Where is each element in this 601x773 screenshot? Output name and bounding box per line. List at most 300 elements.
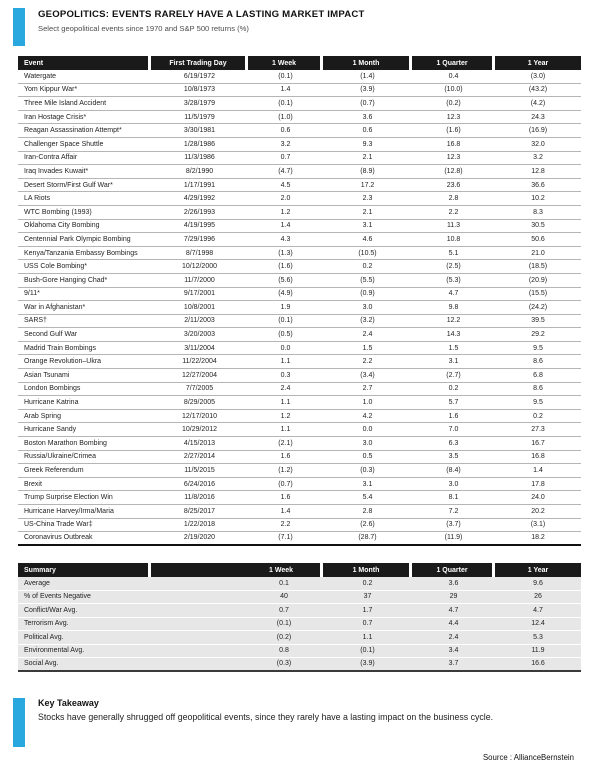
value-cell: 16.7	[531, 439, 545, 447]
value-cell: 4.7	[448, 290, 459, 298]
value-cell: (15.5)	[528, 290, 548, 298]
value-cell: 1.1	[280, 426, 291, 434]
value-cell: 23.6	[446, 181, 461, 189]
value-cell: 1.0	[362, 399, 373, 407]
value-cell: 2/26/1993	[183, 208, 216, 216]
value-cell: 4.6	[362, 235, 373, 243]
table-row	[18, 631, 581, 645]
value-cell: 9.6	[533, 579, 543, 587]
value-cell: 1.1	[280, 399, 291, 407]
value-cell: 7.0	[448, 426, 459, 434]
value-cell: 3.2	[280, 140, 291, 148]
value-cell: (16.9)	[528, 127, 548, 135]
value-cell: 9.5	[533, 344, 543, 352]
value-cell: 1.1	[362, 633, 373, 641]
column-header: Event	[18, 56, 151, 70]
value-cell: (1.2)	[278, 467, 293, 475]
value-cell: (10.0)	[444, 86, 463, 94]
value-cell: 8.1	[448, 494, 459, 502]
value-cell: 0.2	[362, 579, 373, 587]
value-cell: (3.9)	[360, 86, 375, 94]
value-cell: 0.0	[362, 426, 373, 434]
row-label-cell: WTC Bombing (1993)	[24, 208, 92, 216]
column-header: 1 Year	[495, 56, 581, 70]
table-row	[18, 192, 581, 206]
value-cell: 4/19/1995	[183, 222, 216, 230]
value-cell: 7.2	[448, 507, 459, 515]
value-cell: 3.4	[448, 647, 459, 655]
value-cell: 9.3	[362, 140, 373, 148]
value-cell: (11.9)	[444, 534, 463, 542]
row-label-cell: Russia/Ukraine/Crimea	[24, 453, 96, 461]
row-label-cell: LA Riots	[24, 195, 51, 203]
row-label-cell: Hurricane Sandy	[24, 426, 77, 434]
value-cell: 1.4	[280, 222, 291, 230]
value-cell	[151, 591, 323, 604]
value-cell: (2.5)	[446, 263, 461, 271]
row-label-cell: Centennial Park Olympic Bombing	[24, 235, 131, 243]
value-cell: (3.1)	[530, 521, 546, 529]
value-cell: 24.0	[531, 494, 545, 502]
value-cell: 26	[534, 593, 542, 601]
value-cell: 5.1	[448, 249, 459, 257]
value-cell: (0.2)	[446, 99, 461, 107]
value-cell: 2.4	[448, 633, 459, 641]
value-cell: 1.6	[280, 494, 291, 502]
table-row	[18, 618, 581, 632]
row-label-cell: Orange Revolution–Ukra	[24, 358, 102, 366]
column-header: 1 Month	[323, 56, 412, 70]
value-cell: 2/11/2003	[184, 317, 215, 325]
value-cell: 3/30/1981	[183, 127, 216, 135]
value-cell: 11.3	[446, 222, 461, 230]
value-cell: (2.6)	[360, 521, 375, 529]
value-cell: 2.1	[362, 208, 373, 216]
table-row	[18, 604, 581, 618]
table-row	[18, 220, 581, 234]
value-cell: 3.5	[448, 453, 459, 461]
value-cell: 8/25/2017	[183, 507, 216, 515]
value-cell: (1.4)	[360, 72, 375, 80]
row-label-cell: Environmental Avg.	[24, 647, 85, 655]
value-cell: 12.8	[531, 167, 545, 175]
value-cell: 4.3	[280, 235, 291, 243]
value-cell: (1.6)	[446, 127, 461, 135]
merged-cell-content: (0.3)	[276, 660, 292, 668]
value-cell: 4.7	[448, 606, 459, 614]
table-row	[18, 369, 581, 383]
value-cell: 10.8	[446, 235, 461, 243]
row-label-cell: Watergate	[24, 72, 57, 80]
value-cell: 1.2	[280, 412, 291, 420]
events-table	[18, 56, 581, 546]
value-cell: 11.9	[531, 647, 545, 655]
value-cell: 3.1	[362, 480, 373, 488]
value-cell: 3.6	[362, 113, 373, 121]
merged-cell-content: 40	[280, 593, 288, 601]
value-cell: 1.4	[533, 467, 543, 475]
table-row	[18, 97, 581, 111]
value-cell: 4.5	[280, 181, 291, 189]
value-cell: (1.6)	[278, 263, 293, 271]
row-label-cell: Hurricane Harvey/Irma/Maria	[24, 507, 114, 515]
merged-cell-content: (0.2)	[276, 633, 292, 641]
events-table-body	[18, 70, 581, 546]
value-cell: (0.1)	[278, 72, 293, 80]
value-cell: (3.2)	[360, 317, 375, 325]
value-cell: 1/22/2018	[183, 521, 216, 529]
value-cell: (24.2)	[528, 303, 548, 311]
value-cell: 1.5	[362, 344, 373, 352]
value-cell: (28.7)	[358, 534, 377, 542]
table-row	[18, 301, 581, 315]
value-cell: 0.6	[362, 127, 373, 135]
title-accent-bar	[13, 8, 25, 46]
table-row	[18, 233, 581, 247]
row-label-cell: War in Afghanistan*	[24, 303, 86, 311]
value-cell: (8.9)	[360, 167, 375, 175]
row-label-cell: Boston Marathon Bombing	[24, 439, 107, 447]
value-cell: 2.4	[362, 331, 373, 339]
value-cell: (5.3)	[446, 276, 461, 284]
key-takeaway-title: Key Takeaway	[38, 698, 99, 708]
value-cell: (4.9)	[278, 290, 293, 298]
value-cell: 6/24/2016	[183, 480, 216, 488]
value-cell: 2.7	[362, 385, 373, 393]
value-cell: 3/28/1979	[183, 99, 216, 107]
value-cell: 2.2	[448, 208, 459, 216]
value-cell: 1.7	[362, 606, 373, 614]
row-label-cell: Iran Hostage Crisis*	[24, 113, 87, 121]
value-cell: (5.6)	[278, 276, 293, 284]
value-cell	[151, 577, 323, 590]
row-label-cell: Kenya/Tanzania Embassy Bombings	[24, 249, 138, 257]
value-cell: 4.2	[362, 412, 373, 420]
value-cell: 3.0	[362, 303, 373, 311]
table-row	[18, 591, 581, 605]
row-label-cell: Iran-Contra Affair	[24, 154, 78, 162]
value-cell: (1.3)	[278, 249, 293, 257]
value-cell: (0.5)	[278, 331, 293, 339]
value-cell: 1/17/1991	[183, 181, 216, 189]
value-cell: 16.6	[531, 660, 545, 668]
row-label-cell: Terrorism Avg.	[24, 620, 69, 628]
value-cell: 6.3	[448, 439, 459, 447]
value-cell: 32.0	[531, 140, 545, 148]
merged-cell-content: 1 Week	[269, 566, 293, 574]
table-row	[18, 84, 581, 98]
value-cell: 1.5	[448, 344, 459, 352]
row-label-cell: London Bombings	[24, 385, 81, 393]
summary-table	[18, 563, 581, 672]
value-cell: (4.7)	[278, 167, 293, 175]
value-cell: (1.0)	[278, 113, 293, 121]
value-cell: 11/3/1986	[184, 154, 215, 162]
value-cell: (18.5)	[528, 263, 548, 271]
row-label-cell: Greek Referendum	[24, 467, 84, 475]
value-cell: 4/29/1992	[183, 195, 216, 203]
value-cell: 11/22/2004	[182, 358, 217, 366]
table-row	[18, 645, 581, 659]
value-cell: 10.2	[531, 195, 545, 203]
value-cell: (0.1)	[278, 317, 293, 325]
value-cell: 7/29/1996	[183, 235, 216, 243]
value-cell: 0.2	[533, 412, 543, 420]
table-row	[18, 342, 581, 356]
row-label-cell: 9/11*	[24, 290, 40, 298]
value-cell: (0.9)	[360, 290, 375, 298]
table-row	[18, 519, 581, 533]
table-row	[18, 478, 581, 492]
row-label-cell: SARS†	[24, 317, 47, 325]
value-cell	[151, 658, 323, 670]
row-label-cell: Arab Spring	[24, 412, 61, 420]
table-row	[18, 464, 581, 478]
value-cell: 3.2	[533, 154, 543, 162]
value-cell: (12.8)	[444, 167, 463, 175]
value-cell: 24.3	[531, 113, 545, 121]
value-cell: 27.3	[531, 426, 545, 434]
value-cell: 1.9	[280, 303, 291, 311]
row-label-cell: Yom Kippur War*	[24, 86, 78, 94]
row-label-cell: Brexit	[24, 480, 42, 488]
table-row	[18, 423, 581, 437]
value-cell: 8/29/2005	[183, 399, 216, 407]
value-cell: 10/12/2000	[181, 263, 218, 271]
page-title: GEOPOLITICS: EVENTS RARELY HAVE A LASTING MARKET IMPACT	[38, 9, 365, 20]
value-cell	[151, 604, 323, 617]
merged-cell-content: (0.1)	[276, 620, 292, 628]
value-cell: (8.4)	[446, 467, 461, 475]
column-header	[151, 563, 323, 577]
value-cell: 2.2	[280, 521, 291, 529]
page-subtitle: Select geopolitical events since 1970 and S&P 500 returns (%)	[38, 24, 249, 33]
summary-table-body	[18, 577, 581, 672]
row-label-cell: % of Events Negative	[24, 593, 91, 601]
value-cell: 12/17/2010	[181, 412, 218, 420]
table-row	[18, 206, 581, 220]
column-header: 1 Month	[323, 563, 412, 577]
value-cell: 4.4	[448, 620, 459, 628]
row-label-cell: US-China Trade War‡	[24, 521, 93, 529]
value-cell: (4.2)	[530, 99, 546, 107]
value-cell: 2.3	[362, 195, 373, 203]
table-row	[18, 111, 581, 125]
column-header: 1 Year	[495, 563, 581, 577]
table-row	[18, 152, 581, 166]
row-label-cell: Reagan Assassination Attempt*	[24, 127, 122, 135]
value-cell: 3.1	[362, 222, 373, 230]
row-label-cell: USS Cole Bombing*	[24, 263, 88, 271]
value-cell: 12.3	[446, 113, 461, 121]
table-row	[18, 165, 581, 179]
value-cell: 8/7/1998	[185, 249, 214, 257]
value-cell: (0.1)	[360, 647, 375, 655]
table-row	[18, 124, 581, 138]
value-cell: 0.6	[280, 127, 291, 135]
value-cell: 1.6	[448, 412, 459, 420]
value-cell: 37	[363, 593, 372, 601]
value-cell: 3.0	[362, 439, 373, 447]
value-cell: 1.6	[280, 453, 291, 461]
value-cell: 2/19/2020	[183, 534, 216, 542]
table-row	[18, 179, 581, 193]
table-row	[18, 383, 581, 397]
row-label-cell: Political Avg.	[24, 633, 64, 641]
value-cell: 8.6	[533, 385, 543, 393]
table-row	[18, 491, 581, 505]
value-cell: 9.5	[533, 399, 543, 407]
column-header: First Trading Day	[151, 56, 248, 70]
table-row	[18, 274, 581, 288]
value-cell: (2.1)	[278, 439, 293, 447]
row-label-cell: Desert Storm/First Gulf War*	[24, 181, 113, 189]
value-cell: 8.3	[533, 208, 543, 216]
value-cell: 3.1	[448, 358, 459, 366]
row-label-cell: Oklahoma City Bombing	[24, 222, 100, 230]
value-cell: 6.8	[533, 371, 543, 379]
value-cell: 50.6	[531, 235, 545, 243]
table-row	[18, 247, 581, 261]
value-cell: 7/7/2005	[185, 385, 214, 393]
value-cell	[151, 631, 323, 644]
table-row	[18, 658, 581, 672]
value-cell: (3.9)	[360, 660, 375, 668]
merged-cell-content: 0.1	[279, 579, 289, 587]
row-label-cell: Challenger Space Shuttle	[24, 140, 104, 148]
value-cell: (43.2)	[528, 86, 548, 94]
value-cell: (0.7)	[360, 99, 375, 107]
value-cell: 1/28/1986	[183, 140, 216, 148]
value-cell: 1.1	[280, 358, 291, 366]
value-cell: 11/7/2000	[184, 276, 215, 284]
row-label-cell: Average	[24, 579, 50, 587]
value-cell: 0.0	[280, 344, 291, 352]
row-label-cell: Iraq Invades Kuwait*	[24, 167, 89, 175]
value-cell: 0.7	[362, 620, 373, 628]
value-cell: 0.4	[448, 72, 459, 80]
value-cell: 4/15/2013	[183, 439, 216, 447]
value-cell: (2.7)	[446, 371, 461, 379]
row-label-cell: Bush-Gore Hanging Chad*	[24, 276, 108, 284]
value-cell: 18.2	[531, 534, 545, 542]
value-cell: 1.4	[280, 507, 291, 515]
value-cell: (20.9)	[528, 276, 548, 284]
table-row	[18, 260, 581, 274]
table-row	[18, 396, 581, 410]
value-cell: 20.2	[531, 507, 545, 515]
value-cell: (5.5)	[360, 276, 375, 284]
value-cell: 10/8/1973	[183, 86, 216, 94]
column-header: Summary	[18, 563, 151, 577]
value-cell	[151, 645, 323, 658]
value-cell: 0.7	[280, 154, 291, 162]
column-header: 1 Quarter	[412, 56, 495, 70]
row-label-cell: Coronavirus Outbreak	[24, 534, 93, 542]
table-row	[18, 328, 581, 342]
row-label-cell: Trump Surprise Election Win	[24, 494, 113, 502]
value-cell: 5.3	[533, 633, 543, 641]
value-cell: 3.6	[448, 579, 459, 587]
value-cell: 3.7	[448, 660, 459, 668]
row-label-cell: Asian Tsunami	[24, 371, 70, 379]
key-takeaway-accent-bar	[13, 698, 25, 747]
value-cell: 12.4	[531, 620, 545, 628]
source-attribution: Source : AllianceBernstein	[482, 753, 574, 762]
value-cell: 3.0	[448, 480, 459, 488]
value-cell: 29.2	[531, 331, 545, 339]
value-cell	[151, 618, 323, 631]
value-cell: 6/19/1972	[183, 72, 216, 80]
table-row	[18, 437, 581, 451]
value-cell: 4.7	[533, 606, 543, 614]
value-cell: 1.4	[280, 86, 291, 94]
value-cell: 16.8	[446, 140, 461, 148]
table-row	[18, 315, 581, 329]
column-header: 1 Week	[248, 56, 323, 70]
summary-table-header-row	[18, 563, 581, 577]
value-cell: 29	[449, 593, 458, 601]
value-cell: 5.7	[448, 399, 459, 407]
value-cell: 36.6	[531, 181, 545, 189]
row-label-cell: Second Gulf War	[24, 331, 78, 339]
merged-cell-content: 0.7	[279, 606, 289, 614]
value-cell: 39.5	[531, 317, 545, 325]
value-cell: 9.8	[448, 303, 459, 311]
table-row	[18, 288, 581, 302]
table-row	[18, 505, 581, 519]
value-cell: 30.5	[531, 222, 545, 230]
value-cell: (3.0)	[530, 72, 546, 80]
value-cell: 2.8	[362, 507, 373, 515]
value-cell: 0.5	[362, 453, 373, 461]
value-cell: 0.2	[448, 385, 459, 393]
value-cell: 11/5/2015	[184, 467, 215, 475]
value-cell: 17.2	[360, 181, 375, 189]
row-label-cell: Three Mile Island Accident	[24, 99, 107, 107]
value-cell: 3/11/2004	[184, 344, 215, 352]
row-label-cell: Conflict/War Avg.	[24, 606, 78, 614]
table-row	[18, 355, 581, 369]
merged-cell-content: 0.8	[279, 647, 289, 655]
value-cell: 0.2	[362, 263, 373, 271]
value-cell: 9/17/2001	[183, 290, 216, 298]
key-takeaway-text: Stocks have generally shrugged off geopolitical events, since they rarely have a lasting impact on the business cycle.	[38, 712, 494, 722]
value-cell: 12/27/2004	[181, 371, 218, 379]
value-cell: 2.4	[280, 385, 291, 393]
value-cell: 14.3	[446, 331, 461, 339]
events-table-header-row	[18, 56, 581, 70]
value-cell: (3.7)	[446, 521, 461, 529]
value-cell: 12.2	[446, 317, 461, 325]
value-cell: 11/8/2016	[184, 494, 215, 502]
value-cell: 16.8	[531, 453, 545, 461]
value-cell: 8/2/1990	[185, 167, 214, 175]
value-cell: 1.2	[280, 208, 291, 216]
table-row	[18, 451, 581, 465]
row-label-cell: Madrid Train Bombings	[24, 344, 96, 352]
value-cell: 12.3	[446, 154, 461, 162]
value-cell: 0.3	[280, 371, 291, 379]
value-cell: (10.5)	[358, 249, 377, 257]
table-row	[18, 410, 581, 424]
value-cell: (0.7)	[278, 480, 293, 488]
value-cell: 8.6	[533, 358, 543, 366]
value-cell: (3.4)	[360, 371, 375, 379]
value-cell: 17.8	[531, 480, 545, 488]
value-cell: 2/27/2014	[183, 453, 216, 461]
table-row	[18, 532, 581, 546]
